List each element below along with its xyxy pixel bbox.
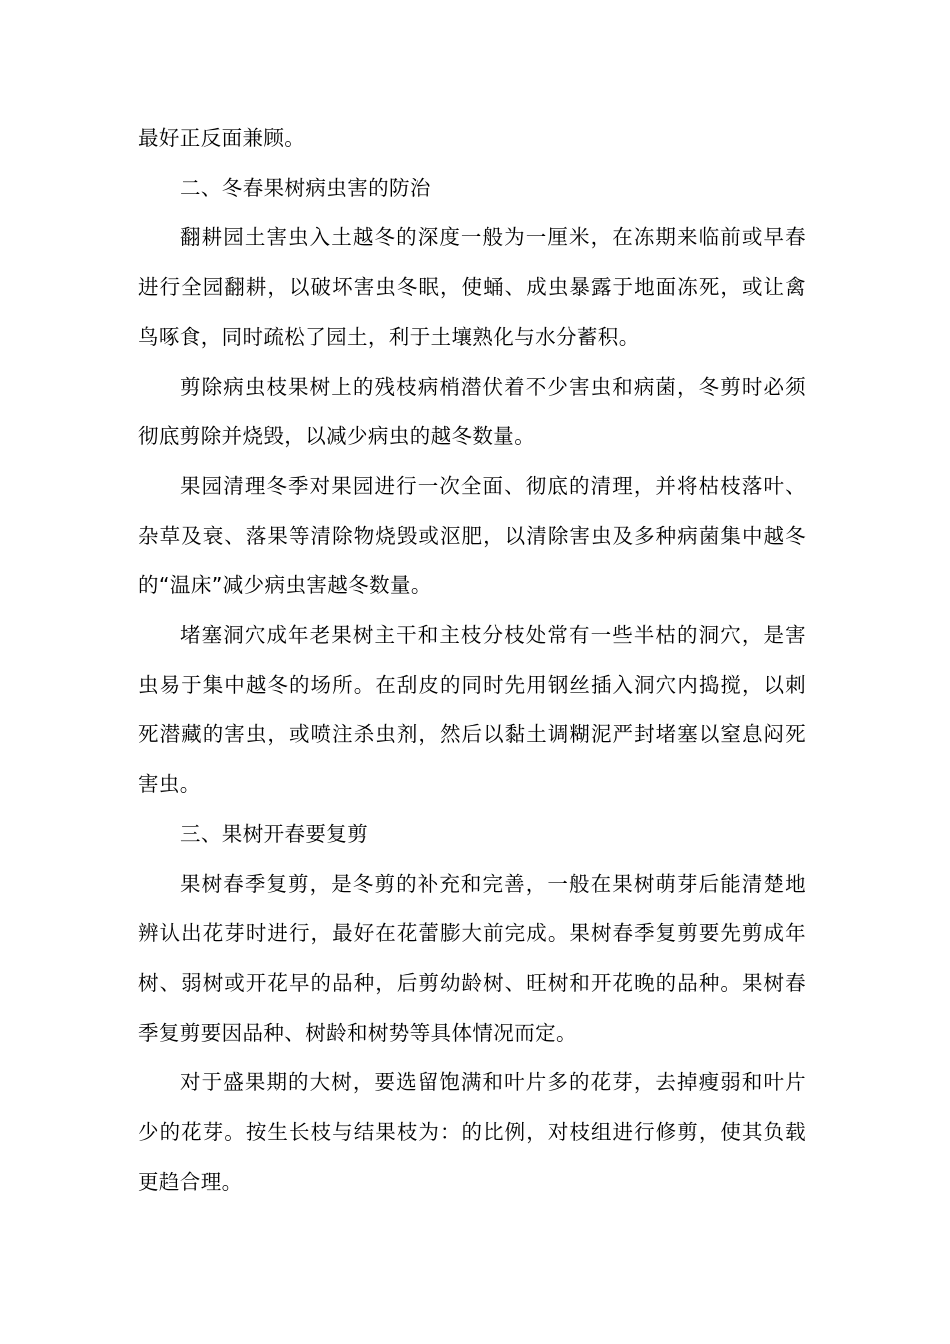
section-heading-3: 三、果树开春要复剪: [180, 821, 369, 846]
paragraph-pruning-diseased-branches: 剪除病虫枝果树上的残枝病梢潜伏着不少害虫和病菌，冬剪时必须彻底剪除并烧毁，以减少病虫的越冬数量。: [138, 374, 806, 449]
document-body: [138, 114, 806, 1207]
paragraph-block-cavities: 堵塞洞穴成年老果树主干和主枝分枝处常有一些半枯的洞穴，是害虫易于集中越冬的场所。在刮皮的同时先用钢丝插入洞穴内捣搅，以刺死潜藏的害虫，或喷注杀虫剂，然后以黏土调糊泥严封堵塞以窒息闷死害虫。: [138, 623, 806, 797]
section-heading-2: 二、冬春果树病虫害的防治: [180, 175, 431, 200]
paragraph-tillage: 翻耕园土害虫入土越冬的深度一般为一厘米，在冻期来临前或早春进行全园翻耕，以破坏害虫冬眠，使蛹、成虫暴露于地面冻死，或让禽鸟啄食，同时疏松了园土，利于土壤熟化与水分蓄积。: [138, 225, 806, 349]
paragraph-orchard-cleanup: 果园清理冬季对果园进行一次全面、彻底的清理，并将枯枝落叶、杂草及衰、落果等清除物烧毁或沤肥，以清除害虫及多种病菌集中越冬的“温床”减少病虫害越冬数量。: [138, 473, 806, 598]
paragraph-spring-repruning: 果树春季复剪，是冬剪的补充和完善，一般在果树萌芽后能清楚地辨认出花芽时进行，最好在花蕾膨大前完成。果树春季复剪要先剪成年树、弱树或开花早的品种，后剪幼龄树、旺树和开花晚的品种。果树春季复剪要因品种、树龄和树势等具体情况而定。: [138, 871, 806, 1045]
paragraph-mature-trees: 对于盛果期的大树，要选留饱满和叶片多的花芽，去掉瘦弱和叶片少的花芽。按生长枝与结果枝为：的比例，对枝组进行修剪，使其负载更趋合理。: [138, 1070, 806, 1194]
paragraph-continuation: 最好正反面兼顾。: [138, 126, 306, 150]
